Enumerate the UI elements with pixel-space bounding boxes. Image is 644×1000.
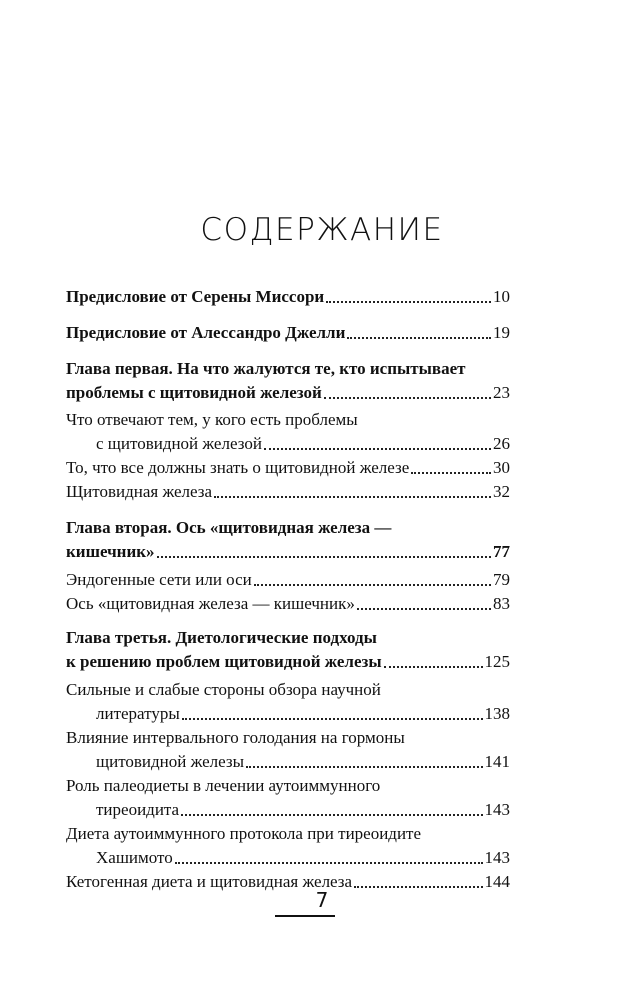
toc-entry-title: с щитовидной железой bbox=[96, 434, 262, 453]
toc-entry-title: литературы bbox=[96, 704, 180, 723]
toc-entry-chapter-3 bbox=[66, 648, 510, 672]
toc-entry-chapter-3-line1 bbox=[66, 624, 510, 648]
toc-page-number: 83 bbox=[493, 594, 510, 613]
toc-entry-title: Глава первая. На что жалуются те, кто испытывает bbox=[66, 359, 466, 378]
toc-page-number: 143 bbox=[484, 800, 510, 819]
toc-page-number: 138 bbox=[484, 704, 510, 723]
toc-entry-title: Влияние интервального голодания на гормоны bbox=[66, 728, 405, 747]
toc-page-number: 143 bbox=[484, 848, 510, 867]
leader-dots bbox=[324, 394, 491, 399]
toc-entry-title: кишечник» bbox=[66, 542, 155, 561]
toc-entry-title: проблемы с щитовидной железой bbox=[66, 383, 322, 402]
toc-entry-title: Предисловие от Серены Миссори bbox=[66, 287, 325, 306]
toc-entry-chapter-2 bbox=[66, 538, 510, 562]
toc-page-number: 79 bbox=[493, 570, 510, 589]
toc-entry-section-3-1 bbox=[66, 700, 510, 724]
toc-entry-section-3-2-line1 bbox=[66, 724, 510, 748]
leader-dots bbox=[181, 811, 482, 816]
toc-page-number: 141 bbox=[484, 752, 510, 771]
toc-entry-section-1-3 bbox=[66, 478, 510, 502]
toc-entry-chapter-1-line1 bbox=[66, 355, 510, 379]
leader-dots bbox=[214, 493, 491, 498]
toc-entry-chapter-2-line1 bbox=[66, 514, 510, 538]
toc-entry-chapter-1 bbox=[66, 379, 510, 403]
toc-entry-section-1-1 bbox=[66, 430, 510, 454]
toc-entry-section-2-1 bbox=[66, 566, 510, 590]
leader-dots bbox=[254, 581, 491, 586]
toc-entry-title: к решению проблем щитовидной железы bbox=[66, 652, 382, 671]
toc-entry-title: Что отвечают тем, у кого есть проблемы bbox=[66, 410, 358, 429]
page-title: СОДЕРЖАНИЕ bbox=[200, 212, 444, 248]
toc-page-number: 144 bbox=[484, 872, 510, 891]
toc-page-number: 23 bbox=[493, 383, 510, 402]
leader-dots bbox=[182, 715, 483, 720]
toc-entry-title: Кетогенная диета и щитовидная железа bbox=[66, 872, 353, 891]
page-number-rule bbox=[275, 915, 335, 917]
leader-dots bbox=[411, 469, 491, 474]
leader-dots bbox=[157, 553, 491, 558]
toc-entry-section-1-2 bbox=[66, 454, 510, 478]
toc-entry-title: Глава третья. Диетологические подходы bbox=[66, 628, 377, 647]
toc-entry-section-3-4 bbox=[66, 844, 510, 868]
toc-entry-title: щитовидной железы bbox=[96, 752, 245, 771]
leader-dots bbox=[384, 663, 483, 668]
toc-entry-section-3-3 bbox=[66, 796, 510, 820]
toc-entry-section-3-4-line1 bbox=[66, 820, 510, 844]
toc-page-number: 32 bbox=[493, 482, 510, 501]
toc-page-number: 125 bbox=[484, 652, 510, 671]
toc-entry-title: Ось «щитовидная железа — кишечник» bbox=[66, 594, 355, 613]
toc-page-number: 26 bbox=[493, 434, 510, 453]
toc-entry-title: То, что все должны знать о щитовидной железе bbox=[66, 458, 410, 477]
toc-entry-preface-alessandro bbox=[66, 319, 510, 343]
toc-page-number: 10 bbox=[493, 287, 510, 306]
toc-entry-title: тиреоидита bbox=[96, 800, 180, 819]
toc-page-number: 77 bbox=[493, 542, 510, 561]
toc-page-number: 30 bbox=[493, 458, 510, 477]
leader-dots bbox=[246, 763, 482, 768]
leader-dots bbox=[175, 859, 483, 864]
toc-entry-section-3-2 bbox=[66, 748, 510, 772]
toc-page-number: 19 bbox=[493, 323, 510, 342]
toc-entry-section-3-1-line1 bbox=[66, 676, 510, 700]
toc-entry-title: Предисловие от Алессандро Джелли bbox=[66, 323, 346, 342]
toc-entry-title: Сильные и слабые стороны обзора научной bbox=[66, 680, 381, 699]
toc-entry-section-3-3-line1 bbox=[66, 772, 510, 796]
leader-dots bbox=[326, 298, 491, 303]
toc-entry-title: Диета аутоиммунного протокола при тиреоидите bbox=[66, 824, 422, 843]
toc-entry-title: Роль палеодиеты в лечении аутоиммунного bbox=[66, 776, 381, 795]
toc-entry-preface-serena bbox=[66, 283, 510, 307]
toc-entry-section-1-1-line1 bbox=[66, 406, 510, 430]
toc-entry-title: Щитовидная железа bbox=[66, 482, 213, 501]
toc-entry-title: Хашимото bbox=[96, 848, 173, 867]
toc-entry-title: Эндогенные сети или оси bbox=[66, 570, 252, 589]
toc-entry-title: Глава вторая. Ось «щитовидная железа — bbox=[66, 518, 392, 537]
page-number: 7 bbox=[315, 888, 329, 912]
leader-dots bbox=[347, 334, 491, 339]
leader-dots bbox=[264, 445, 491, 450]
leader-dots bbox=[357, 605, 491, 610]
toc-entry-section-2-2 bbox=[66, 590, 510, 614]
